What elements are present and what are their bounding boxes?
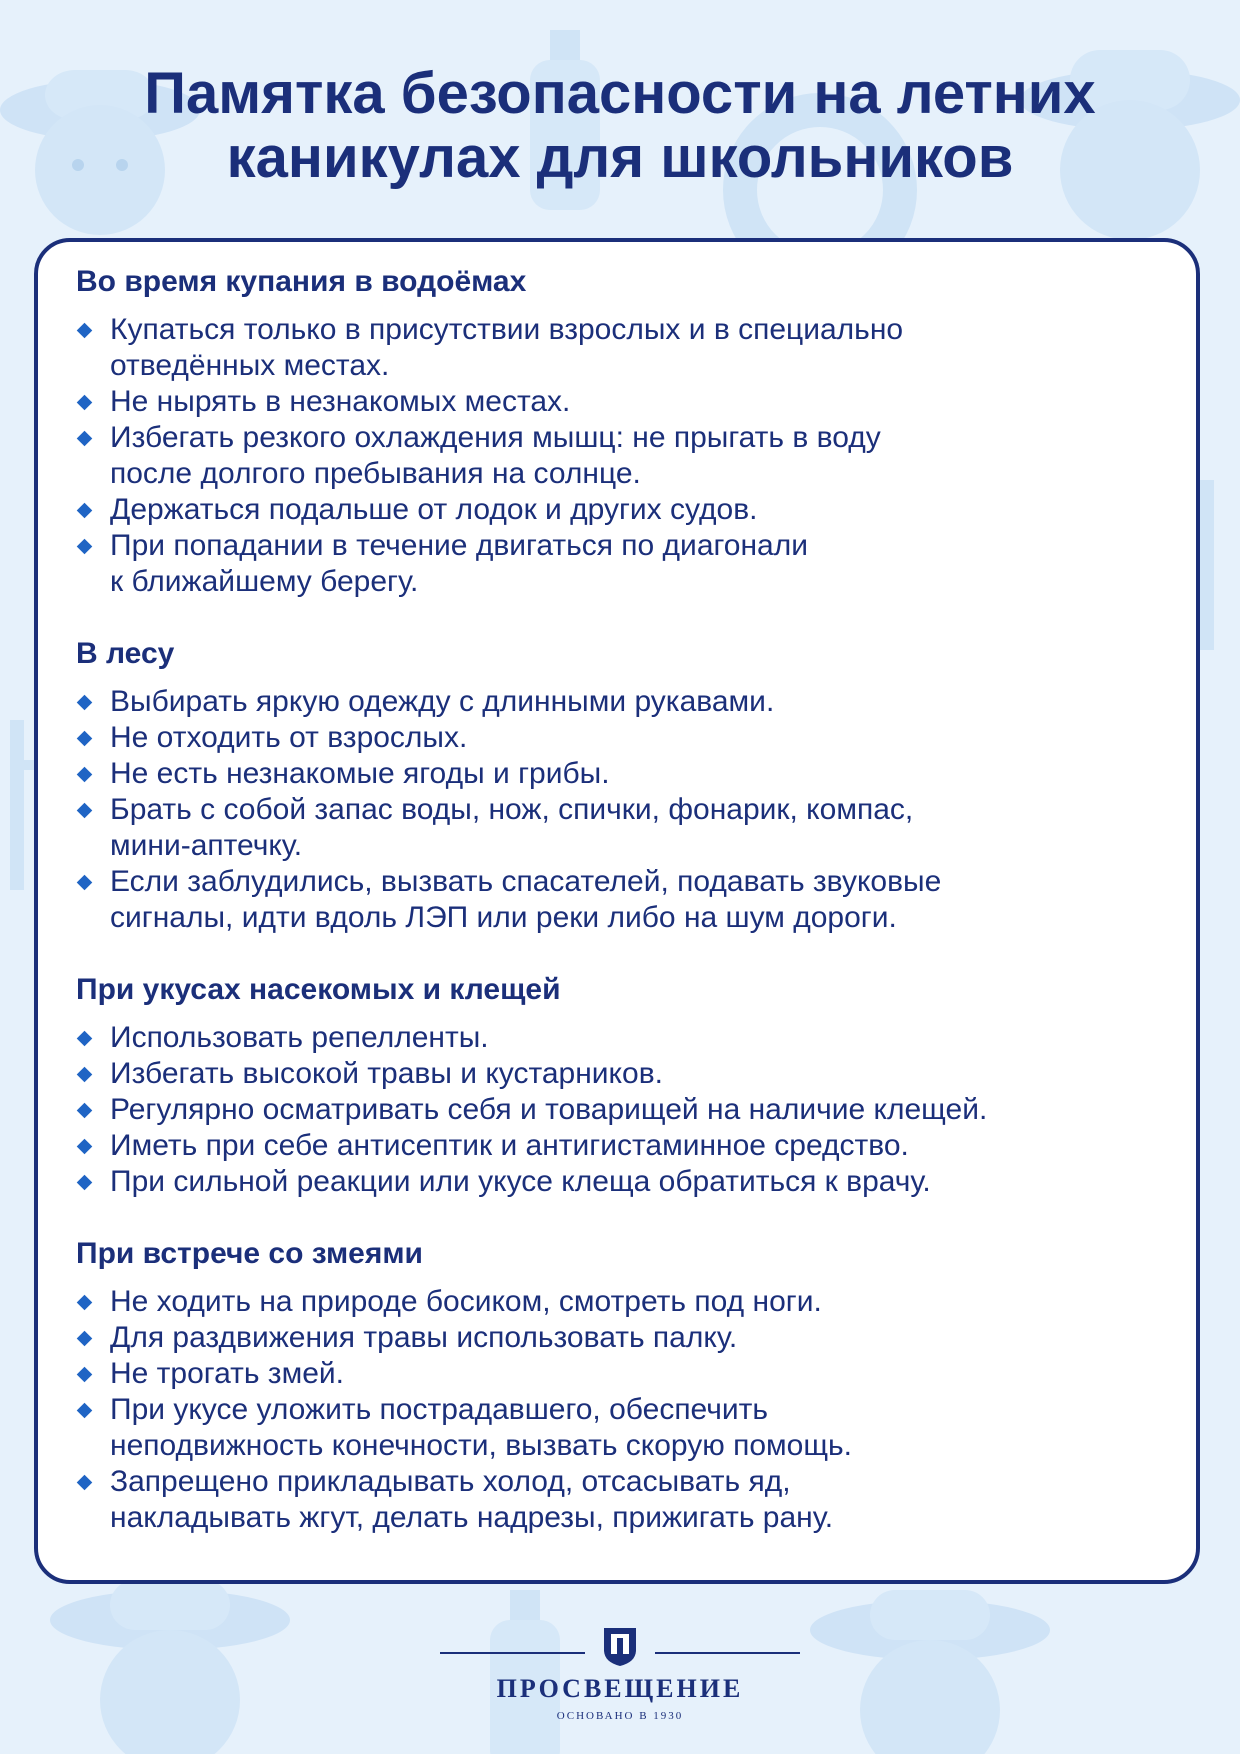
rule-text: неподвижность конечности, вызвать скорую помощь. xyxy=(110,1429,853,1462)
list-item xyxy=(76,1056,1176,1092)
list-item xyxy=(76,864,1176,936)
rule-text: после долгого пребывания на солнце. xyxy=(110,457,641,490)
section-snakes xyxy=(76,1236,1176,1536)
list-item xyxy=(76,792,1176,864)
section-heading: При встрече со змеями xyxy=(76,1237,423,1270)
list-item xyxy=(76,1092,1176,1128)
rule-text: мини-аптечку. xyxy=(110,829,303,862)
diamond-bullet-icon xyxy=(77,1067,93,1083)
shield-emblem-icon xyxy=(602,1626,638,1668)
rule-text: Запрещено прикладывать холод, отсасывать яд, xyxy=(110,1465,791,1498)
diamond-bullet-icon xyxy=(77,803,93,819)
list-item xyxy=(76,1392,1176,1464)
section-swimming xyxy=(76,264,1176,600)
diamond-bullet-icon xyxy=(77,539,93,555)
list-item xyxy=(76,684,1176,720)
list-item xyxy=(76,312,1176,384)
section-forest xyxy=(76,636,1176,936)
rule-text: Избегать высокой травы и кустарников. xyxy=(110,1057,663,1090)
rule-list xyxy=(76,312,1176,600)
diamond-bullet-icon xyxy=(77,503,93,519)
logo-tagline: ОСНОВАНО В 1930 xyxy=(556,1710,684,1722)
list-item xyxy=(76,1284,1176,1320)
kid-with-hat-illustration xyxy=(40,1560,300,1754)
rule-text: Для раздвижения травы использовать палку. xyxy=(110,1321,738,1354)
list-item xyxy=(76,1320,1176,1356)
list-item xyxy=(76,1128,1176,1164)
page-title xyxy=(0,62,1240,190)
rule-text: Брать с собой запас воды, нож, спички, фонарик, компас, xyxy=(110,793,914,826)
rule-text: При сильной реакции или укусе клеща обратиться к врачу. xyxy=(110,1165,931,1198)
section-heading: В лесу xyxy=(76,637,175,670)
diamond-bullet-icon xyxy=(77,1475,93,1491)
diamond-bullet-icon xyxy=(77,767,93,783)
rule-text: Выбирать яркую одежду с длинными рукавами. xyxy=(110,685,775,718)
diamond-bullet-icon xyxy=(77,1367,93,1383)
rule-text: Не есть незнакомые ягоды и грибы. xyxy=(110,757,610,790)
list-item xyxy=(76,492,1176,528)
list-item xyxy=(76,720,1176,756)
rule-text: сигналы, идти вдоль ЛЭП или реки либо на шум дороги. xyxy=(110,901,897,934)
rule-text: Купаться только в присутствии взрослых и в специально xyxy=(110,313,904,346)
section-insects xyxy=(76,972,1176,1200)
logo-divider xyxy=(440,1652,585,1654)
rule-text: Не отходить от взрослых. xyxy=(110,721,468,754)
rule-text: Если заблудились, вызвать спасателей, подавать звуковые xyxy=(110,865,942,898)
diamond-bullet-icon xyxy=(77,323,93,339)
logo-name: ПРОСВЕЩЕНИЕ xyxy=(496,1674,744,1703)
diamond-bullet-icon xyxy=(77,875,93,891)
rule-text: Не трогать змей. xyxy=(110,1357,344,1390)
diamond-bullet-icon xyxy=(77,695,93,711)
rule-text: При укусе уложить пострадавшего, обеспечить xyxy=(110,1393,769,1426)
diamond-bullet-icon xyxy=(77,1103,93,1119)
list-item xyxy=(76,420,1176,492)
list-item xyxy=(76,1464,1176,1536)
kid-with-hat-illustration xyxy=(800,1570,1060,1754)
diamond-bullet-icon xyxy=(77,1139,93,1155)
rule-text: Использовать репелленты. xyxy=(110,1021,489,1054)
title-line: Памятка безопасности на летних xyxy=(144,61,1096,126)
rule-text: накладывать жгут, делать надрезы, прижигать рану. xyxy=(110,1501,834,1534)
diamond-bullet-icon xyxy=(77,1031,93,1047)
publisher-logo xyxy=(440,1626,800,1726)
rule-text: отведённых местах. xyxy=(110,349,390,382)
rule-list xyxy=(76,1284,1176,1536)
title-line: каникулах для школьников xyxy=(226,125,1014,190)
safety-card xyxy=(34,238,1200,1584)
rule-list xyxy=(76,1020,1176,1200)
rule-text: Не нырять в незнакомых местах. xyxy=(110,385,571,418)
list-item xyxy=(76,528,1176,600)
list-item xyxy=(76,384,1176,420)
rule-list xyxy=(76,684,1176,936)
rule-text: Регулярно осматривать себя и товарищей на наличие клещей. xyxy=(110,1093,988,1126)
list-item xyxy=(76,1356,1176,1392)
rule-text: Не ходить на природе босиком, смотреть под ноги. xyxy=(110,1285,822,1318)
rule-text: Избегать резкого охлаждения мышц: не прыгать в воду xyxy=(110,421,881,454)
rule-text: При попадании в течение двигаться по диагонали xyxy=(110,529,808,562)
diamond-bullet-icon xyxy=(77,395,93,411)
diamond-bullet-icon xyxy=(77,731,93,747)
section-heading: При укусах насекомых и клещей xyxy=(76,973,561,1006)
list-item xyxy=(76,1020,1176,1056)
list-item xyxy=(76,756,1176,792)
diamond-bullet-icon xyxy=(77,1295,93,1311)
diamond-bullet-icon xyxy=(77,431,93,447)
diamond-bullet-icon xyxy=(77,1331,93,1347)
section-heading: Во время купания в водоёмах xyxy=(76,265,527,298)
logo-divider xyxy=(655,1652,800,1654)
rule-text: Иметь при себе антисептик и антигистаминное средство. xyxy=(110,1129,909,1162)
rule-text: к ближайшему берегу. xyxy=(110,565,419,598)
rule-text: Держаться подальше от лодок и других судов. xyxy=(110,493,758,526)
diamond-bullet-icon xyxy=(77,1403,93,1419)
diamond-bullet-icon xyxy=(77,1175,93,1191)
list-item xyxy=(76,1164,1176,1200)
